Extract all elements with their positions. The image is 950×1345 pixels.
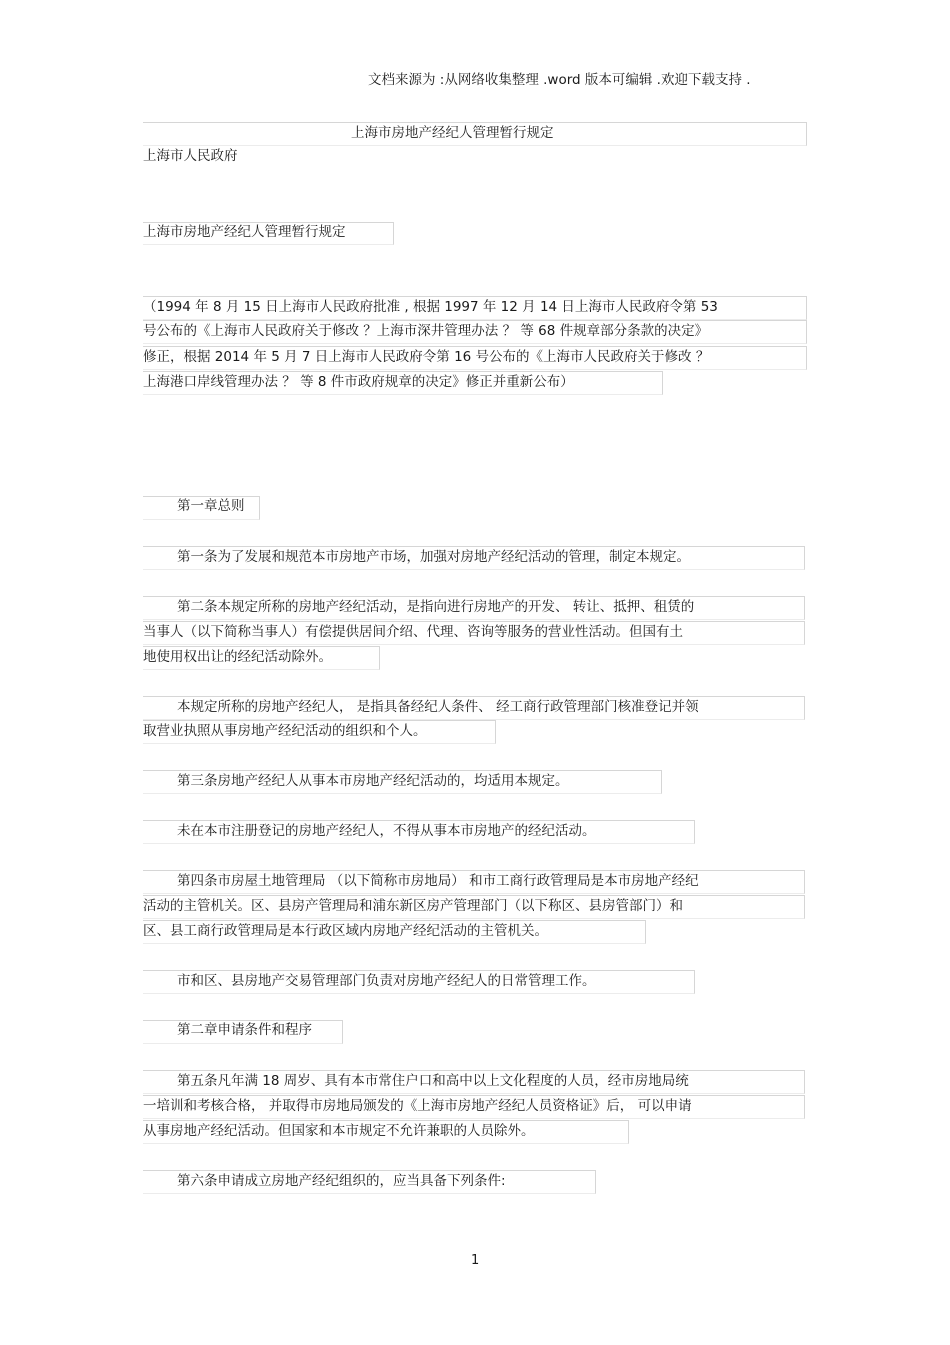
article-4-line: 活动的主管机关。区、县房产管理局和浦东新区房产管理部门（以下称区、县房管部门）和 [143,898,683,914]
revision-note-line: 修正，根据 2014 年 5 月 7 日上海市人民政府令第 16 号公布的《上海市人民政府关于修改 ？ [143,349,710,365]
page-number: 1 [471,1253,480,1268]
article-4b: 市和区、县房地产交易管理部门负责对房地产经纪人的日常管理工作。 [177,973,596,989]
article-5-line: 从事房地产经纪活动。但国家和本市规定不允许兼职的人员除外。 [143,1123,535,1139]
article-2-line: 第二条本规定所称的房地产经纪活动，是指向进行房地产的开发、 转让、抵押、租赁的 [177,599,695,615]
article-4-line: 区、县工商行政管理局是本行政区域内房地产经纪活动的主管机关。 [143,923,548,939]
article-4-line: 第四条市房屋土地管理局 （以下简称市房地局） 和市工商行政管理局是本市房地产经纪 [177,873,699,889]
document-title: 上海市房地产经纪人管理暂行规定 [351,125,554,141]
chapter-heading: 第一章总则 [177,498,245,514]
article-2-line: 地使用权出让的经纪活动除外。 [143,649,332,665]
article-2-line: 当事人（以下简称当事人）有偿提供居间介绍、代理、咨询等服务的营业性活动。但国有土 [143,624,683,640]
chapter-heading: 第二章申请条件和程序 [177,1022,312,1038]
issuer: 上海市人民政府 [143,148,238,164]
page-header: 文档来源为 :从网络收集整理 .word 版本可编辑 .欢迎下载支持 . [368,72,751,88]
revision-note-line: 上海港口岸线管理办法 ？ 等 8 件市政府规章的决定》修正并重新公布） [143,374,574,390]
article-3b: 未在本市注册登记的房地产经纪人，不得从事本市房地产的经纪活动。 [177,823,596,839]
article-5-line: 一培训和考核合格， 并取得市房地局颁发的《上海市房地产经纪人员资格证》后， 可以申请 [143,1098,692,1114]
article-2b-line: 本规定所称的房地产经纪人， 是指具备经纪人条件、 经工商行政管理部门核准登记并领 [177,699,699,715]
article-5-line: 第五条凡年满 18 周岁、具有本市常住户口和高中以上文化程度的人员，经市房地局统 [177,1073,689,1089]
article-6: 第六条申请成立房地产经纪组织的，应当具备下列条件: [177,1173,506,1189]
article-3: 第三条房地产经纪人从事本市房地产经纪活动的，均适用本规定。 [177,773,569,789]
article-1: 第一条为了发展和规范本市房地产市场，加强对房地产经纪活动的管理，制定本规定。 [177,549,690,565]
revision-note-line: （1994 年 8 月 15 日上海市人民政府批准 , 根据 1997 年 12 月 14 日上海市人民政府令第 53 [143,299,718,315]
revision-note-line: 号公布的《上海市人民政府关于修改 ？上海市深井管理办法 ？ 等 68 件规章部分条款的决定》 [143,323,709,339]
document-subtitle: 上海市房地产经纪人管理暂行规定 [143,224,346,240]
article-2b-line: 取营业执照从事房地产经纪活动的组织和个人。 [143,723,427,739]
